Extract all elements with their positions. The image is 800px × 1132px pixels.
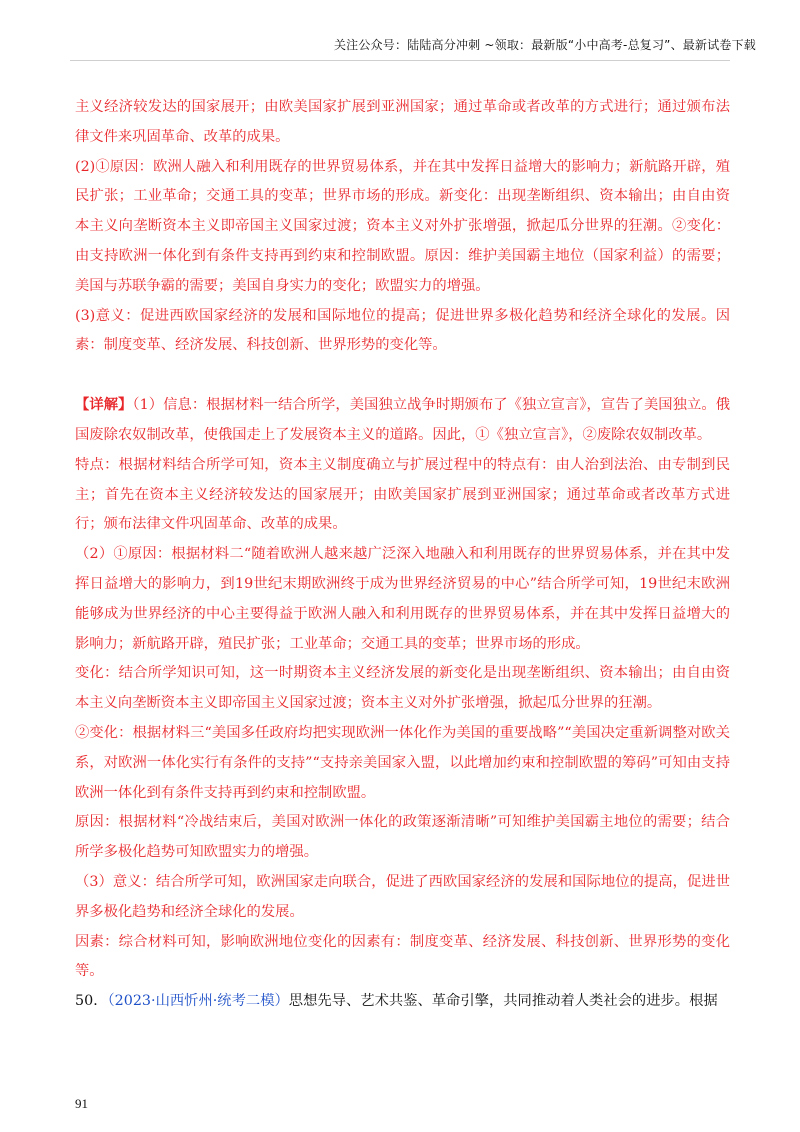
section-gap xyxy=(75,361,730,391)
page-number: 91 xyxy=(75,1096,88,1111)
question-50 xyxy=(75,987,730,1017)
detail-paragraph-7: （3）意义：结合所学可知，欧洲国家走向联合，促进了西欧国家经济的发展和国际地位的提高，促进世界多极化趋势和经济全球化的发展。 xyxy=(75,873,730,920)
answer-paragraph-3: (3)意义：促进西欧国家经济的发展和国际地位的提高；促进世界多极化趋势和经济全球化的发展。因素：制度变革、经济发展、科技创新、世界形势的变化等。 xyxy=(75,307,730,354)
question-number: 50． xyxy=(75,993,108,1010)
question-source: （2023·山西忻州·统考二模） xyxy=(107,993,289,1010)
detail-paragraph-5: ②变化：根据材料三“美国多任政府均把实现欧洲一体化作为美国的重要战略”“美国决定重新调整对欧关系，对欧洲一体化实行有条件的支持”“支持亲美国家入盟，以此增加约束和控制欧盟的筹码”可知由支持欧洲一体化到有条件支持再到约束和控制欧盟。 xyxy=(75,724,730,801)
detail-text-1: （1）信息：根据材料一结合所学，美国独立战争时期颁布了《独立宣言》，宣告了美国独立。俄国废除农奴制改革，使俄国走上了发展资本主义的道路。因此，①《独立宣言》，②废除农奴制改革。 xyxy=(75,397,731,443)
answer-paragraph-1: 主义经济较发达的国家展开；由欧美国家扩展到亚洲国家；通过革命或者改革的方式进行；通过颁布法律文件来巩固革命、改革的成果。 xyxy=(75,99,730,145)
page-content xyxy=(75,93,730,1017)
detail-paragraph-2: 特点：根据材料结合所学可知，资本主义制度确立与扩展过程中的特点有：由人治到法治、由专制到民主；首先在资本主义经济较发达的国家展开；由欧美国家扩展到亚洲国家；通过革命或者改革方式进行；颁布法律文件巩固革命、改革的成果。 xyxy=(75,456,730,533)
detail-paragraph-3: （2）①原因：根据材料二“随着欧洲人越来越广泛深入地融入和利用既存的世界贸易体系，并在其中发挥日益增大的影响力，到19世纪末期欧洲终于成为世界经济贸易的中心”结合所学可知，19世纪末欧洲能够成为世界经济的中心主要得益于欧洲人融入和利用既存的世界贸易体系，并在其中发挥日益增大的影响力；新航路开辟，殖民扩张；工业革命；交通工具的变革；世界市场的形成。 xyxy=(75,546,730,652)
answer-paragraph-2: (2)①原因：欧洲人融入和利用既存的世界贸易体系，并在其中发挥日益增大的影响力；新航路开辟，殖民扩张；工业革命；交通工具的变革；世界市场的形成。新变化：出现垄断组织、资本输出；由自由资本主义向垄断资本主义即帝国主义国家过渡；资本主义对外扩张增强，掀起瓜分世界的狂潮。②变化：由支持欧洲一体化到有条件支持再到约束和控制欧盟。原因：维护美国霸主地位（国家利益）的需要；美国与苏联争霸的需要；美国自身实力的变化；欧盟实力的增强。 xyxy=(75,158,730,294)
question-text: 思想先导、艺术共鉴、革命引擎，共同推动着人类社会的进步。根据 xyxy=(288,993,718,1010)
detail-paragraph-4: 变化：结合所学知识可知，这一时期资本主义经济发展的新变化是出现垄断组织、资本输出；由自由资本主义向垄断资本主义即帝国主义国家过渡；资本主义对外扩张增强，掀起瓜分世界的狂潮。 xyxy=(75,665,730,712)
header-divider xyxy=(70,60,730,61)
page-header: 关注公众号：陆陆高分冲刺 ~领取：最新版“小中高考-总复习”、最新试卷下载 xyxy=(333,38,756,52)
detail-label: 【详解】 xyxy=(75,397,133,414)
detail-paragraph-6: 原因：根据材料“冷战结束后，美国对欧洲一体化的政策逐渐清晰”可知维护美国霸主地位的需要；结合所学多极化趋势可知欧盟实力的增强。 xyxy=(75,814,730,861)
detail-paragraph-1 xyxy=(75,391,730,451)
detail-paragraph-8: 因素：综合材料可知，影响欧洲地位变化的因素有：制度变革、经济发展、科技创新、世界形势的变化等。 xyxy=(75,933,730,980)
